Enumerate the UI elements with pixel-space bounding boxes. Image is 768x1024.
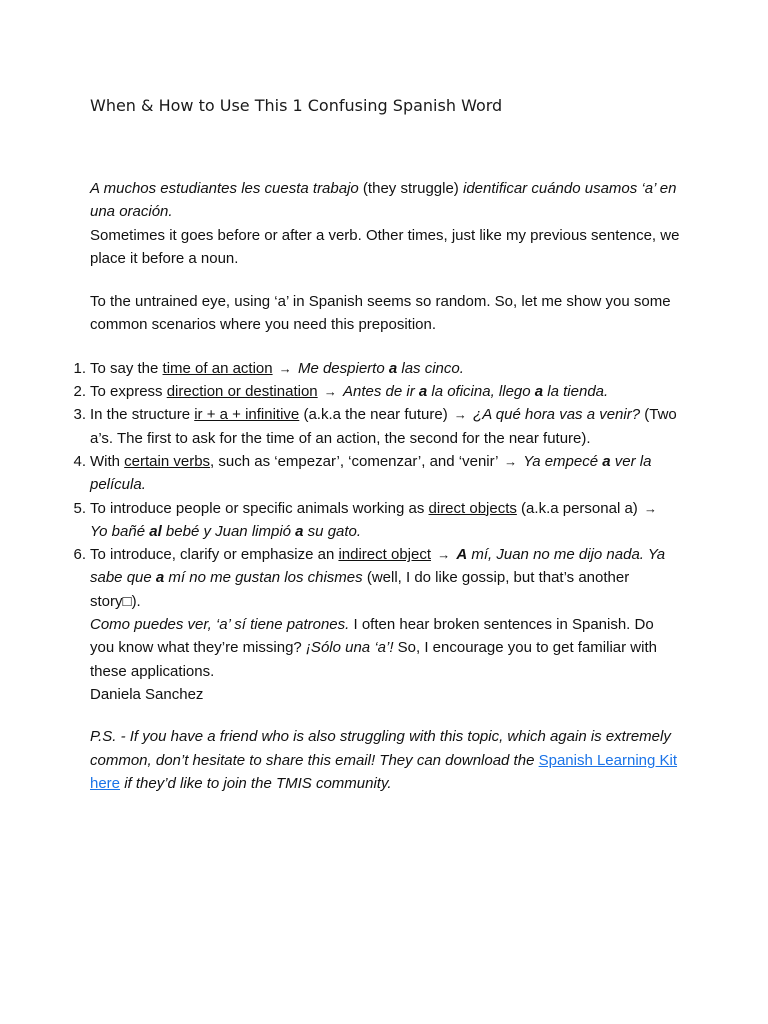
list-item bbox=[73, 403, 680, 450]
signature: Daniela Sanchez bbox=[90, 685, 204, 703]
list-item bbox=[73, 450, 680, 497]
intro-spanish-a: A muchos estudiantes les cuesta trabajo bbox=[90, 180, 359, 197]
intro-line-2: Sometimes it goes before or after a verb. Other times, just like my previous sentence, we place it before a noun. bbox=[90, 226, 680, 267]
example-text: la tienda. bbox=[543, 383, 609, 401]
example-text: mí no me gustan los chismes bbox=[164, 569, 363, 587]
arrow-icon: → bbox=[437, 547, 451, 563]
highlight-a: a bbox=[295, 522, 304, 540]
list-number: 1. bbox=[73, 359, 86, 377]
list-item-text: , such as ‘empezar’, ‘comenzar’, and ‘venir’ bbox=[210, 452, 503, 470]
list-item bbox=[73, 357, 680, 380]
list-item bbox=[73, 497, 680, 544]
list-item-term: certain verbs bbox=[124, 452, 211, 470]
arrow-icon: → bbox=[504, 453, 518, 469]
example-text: las cinco. bbox=[397, 359, 464, 377]
list-item-text: To say the bbox=[90, 359, 163, 377]
arrow-icon: → bbox=[278, 360, 292, 376]
list-item-term: direct objects bbox=[428, 499, 517, 517]
highlight-a: A bbox=[456, 546, 468, 564]
highlight-a: a bbox=[534, 383, 544, 401]
highlight-a: al bbox=[149, 522, 162, 540]
closing-section bbox=[90, 613, 680, 706]
example-text: su gato. bbox=[303, 522, 362, 540]
list-number: 6. bbox=[73, 546, 86, 564]
closing-spanish: Como puedes ver, ‘a’ sí tiene patrones. bbox=[90, 616, 350, 634]
arrow-icon: → bbox=[453, 407, 467, 423]
example-text: mí, Juan no me dijo nada. Ya sabe que bbox=[90, 546, 666, 587]
highlight-a: a bbox=[155, 569, 165, 587]
highlight-a: a bbox=[388, 359, 398, 377]
learning-kit-link[interactable]: Spanish Learning Kit here bbox=[90, 751, 678, 792]
intro-paragraph bbox=[90, 177, 680, 224]
document-page bbox=[73, 94, 680, 795]
ps-text: if they’d like to join the TMIS community. bbox=[120, 774, 392, 792]
list-item-text: To introduce, clarify or emphasize an bbox=[90, 546, 339, 564]
arrow-icon: → bbox=[643, 500, 657, 516]
highlight-a: a bbox=[602, 452, 611, 470]
list-item-text: To express bbox=[90, 383, 167, 401]
ps-paragraph bbox=[90, 725, 680, 795]
example-text: ver la película. bbox=[90, 452, 652, 494]
document-title: When & How to Use This 1 Confusing Spanish Word bbox=[90, 96, 503, 115]
list-item bbox=[73, 543, 680, 613]
example-text: la oficina, llego bbox=[427, 383, 535, 401]
list-number: 2. bbox=[73, 383, 86, 401]
list-item-term: indirect object bbox=[338, 546, 432, 564]
list-item-term: direction or destination bbox=[166, 383, 318, 401]
intro-english: (they struggle) bbox=[358, 180, 463, 197]
list-item-text: To introduce people or specific animals working as bbox=[90, 499, 429, 517]
usage-list bbox=[73, 357, 680, 613]
highlight-a: a bbox=[418, 383, 428, 401]
example-text: Antes de ir bbox=[342, 383, 419, 401]
list-item-text: In the structure bbox=[90, 406, 195, 424]
list-item-note: (a.k.a personal a) bbox=[516, 499, 642, 517]
list-item-note: (Two a’s. The first to ask for the time of an action, the second for the near future). bbox=[90, 406, 677, 447]
list-number: 3. bbox=[73, 406, 86, 424]
list-item-note: (a.k.a the near future) bbox=[299, 406, 452, 424]
example-text: Yo bañé bbox=[90, 522, 150, 540]
example-text: Ya empecé bbox=[523, 452, 603, 470]
example-text: Me despierto bbox=[297, 359, 389, 377]
list-number: 5. bbox=[73, 499, 86, 517]
list-item-term: time of an action bbox=[162, 359, 273, 377]
intro-spanish-b: identificar cuándo usamos ‘a’ en una oración. bbox=[90, 180, 677, 221]
closing-paragraph bbox=[90, 613, 680, 683]
list-item bbox=[73, 380, 680, 403]
closing-text: I often hear broken sentences in Spanish. Do you know what they’re missing? bbox=[90, 616, 654, 657]
list-number: 4. bbox=[73, 452, 86, 470]
example-text: ¿A qué hora vas a venir? bbox=[473, 406, 641, 424]
list-item-text: With bbox=[90, 452, 125, 470]
scenarios-paragraph: To the untrained eye, using ‘a’ in Spanish seems so random. So, let me show you some common scenarios where you need this preposition. bbox=[90, 293, 671, 334]
closing-spanish: ¡Sólo una ‘a’! bbox=[305, 639, 394, 657]
closing-text: So, I encourage you to get familiar with these applications. bbox=[90, 639, 657, 680]
example-text: bebé y Juan limpió bbox=[161, 522, 296, 540]
arrow-icon: → bbox=[323, 384, 337, 400]
ps-text: P.S. - If you have a friend who is also struggling with this topic, which again is extremely common, don’t hesitate to share this email! They can download the bbox=[90, 728, 671, 769]
list-item-note: (well, I do like gossip, but that’s another story□). bbox=[90, 569, 630, 610]
list-item-term: ir + a + infinitive bbox=[194, 406, 300, 424]
